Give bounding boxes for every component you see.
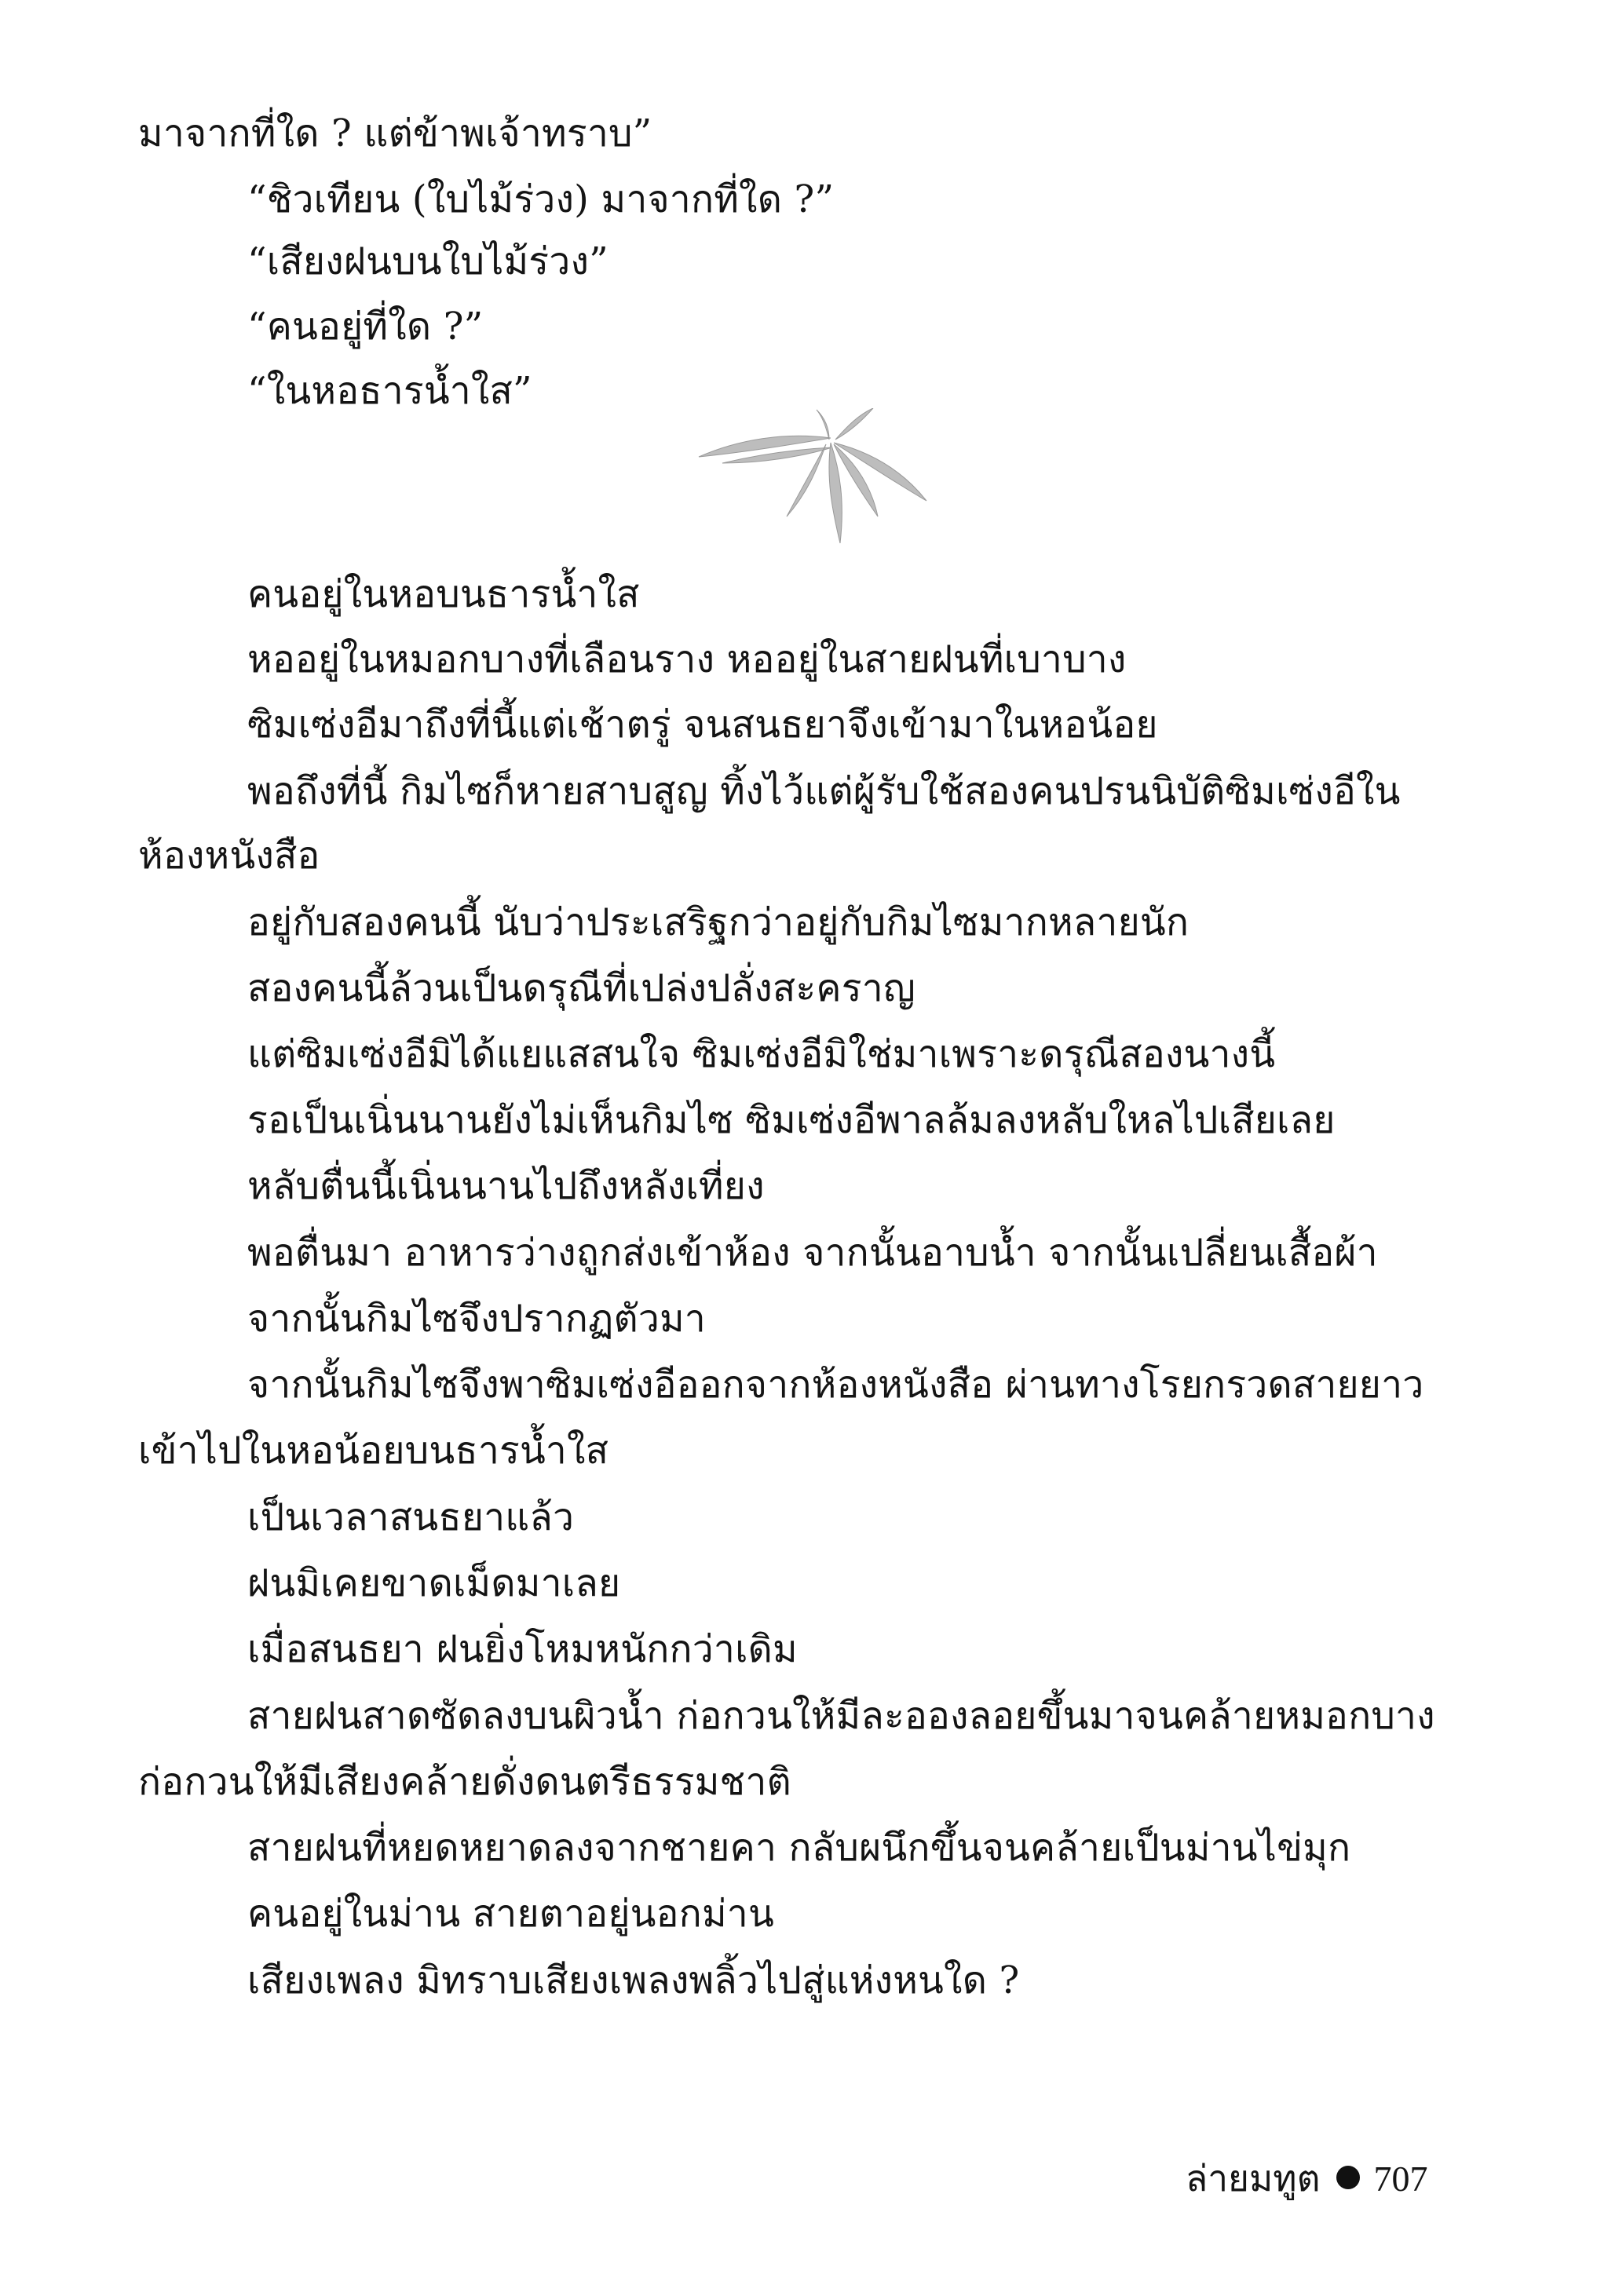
text-line: “เสียงฝนบนใบไม้ร่วง” xyxy=(247,239,608,283)
text-line: เมื่อสนธยา ฝนยิ่งโหมหนักกว่าเดิม xyxy=(247,1627,798,1671)
bamboo-leaves-icon xyxy=(691,408,942,549)
page-number: 707 xyxy=(1373,2159,1428,2199)
text-line: ฝนมิเคยขาดเม็ดมาเลย xyxy=(247,1561,621,1605)
text-line: เข้าไปในหอน้อยบนธารน้ำใส xyxy=(138,1429,609,1473)
text-line: พอตื่นมา อาหารว่างถูกส่งเข้าห้อง จากนั้นอาบน้ำ จากนั้นเปลี่ยนเสื้อผ้า xyxy=(247,1231,1378,1275)
text-line: สายฝนสาดซัดลงบนผิวน้ำ ก่อกวนให้มีละอองลอยขึ้นมาจนคล้ายหมอกบาง xyxy=(247,1694,1435,1738)
text-line: สองคนนี้ล้วนเป็นดรุณีที่เปล่งปลั่งสะคราญ xyxy=(247,966,915,1010)
text-line: “ในหอธารน้ำใส” xyxy=(247,369,532,413)
text-line: พอถึงที่นี้ กิมไซก็หายสาบสูญ ทิ้งไว้แต่ผู้รับใช้สองคนปรนนิบัติซิมเซ่งอีใน xyxy=(247,769,1401,813)
text-line: “ชิวเทียน (ใบไม้ร่วง) มาจากที่ใด ?” xyxy=(247,177,835,221)
text-line: รอเป็นเนิ่นนานยังไม่เห็นกิมไซ ซิมเซ่งอีพาลล้มลงหลับใหลไปเสียเลย xyxy=(247,1098,1336,1142)
running-title: ล่ายมทูต xyxy=(1186,2157,1321,2199)
text-line: “คนอยู่ที่ใด ?” xyxy=(247,305,484,349)
text-line: คนอยู่ในหอบนธารน้ำใส xyxy=(247,572,640,616)
text-line: จากนั้นกิมไซจึงพาซิมเซ่งอีออกจากห้องหนังสือ ผ่านทางโรยกรวดสายยาว xyxy=(247,1363,1424,1407)
text-line: จากนั้นกิมไซจึงปรากฏตัวมา xyxy=(247,1297,706,1341)
bullet-icon xyxy=(1336,2166,1360,2189)
page-footer xyxy=(1186,2155,1428,2203)
text-line: หออยู่ในหมอกบางที่เลือนราง หออยู่ในสายฝนที่เบาบาง xyxy=(247,637,1127,681)
text-line: ห้องหนังสือ xyxy=(138,834,320,878)
text-line: มาจากที่ใด ? แต่ข้าพเจ้าทราบ” xyxy=(138,111,652,155)
text-line: ก่อกวนให้มีเสียงคล้ายดั่งดนตรีธรรมชาติ xyxy=(138,1760,791,1804)
text-line: คนอยู่ในม่าน สายตาอยู่นอกม่าน xyxy=(247,1892,774,1936)
text-line: เป็นเวลาสนธยาแล้ว xyxy=(247,1495,575,1539)
text-line: สายฝนที่หยดหยาดลงจากชายคา กลับผนึกขึ้นจนคล้ายเป็นม่านไข่มุก xyxy=(247,1826,1351,1870)
text-line: ซิมเซ่งอีมาถึงที่นี้แต่เช้าตรู่ จนสนธยาจึงเข้ามาในหอน้อย xyxy=(247,703,1158,746)
text-line: แต่ซิมเซ่งอีมิได้แยแสสนใจ ซิมเซ่งอีมิใช่มาเพราะดรุณีสองนางนี้ xyxy=(247,1032,1276,1076)
text-line: เสียงเพลง มิทราบเสียงเพลงพลิ้วไปสู่แห่งหนใด ? xyxy=(247,1958,1020,2002)
text-line: หลับตื่นนี้เนิ่นนานไปถึงหลังเที่ยง xyxy=(247,1164,765,1208)
text-line: อยู่กับสองคนนี้ นับว่าประเสริฐกว่าอยู่กับกิมไซมากหลายนัก xyxy=(247,900,1190,944)
